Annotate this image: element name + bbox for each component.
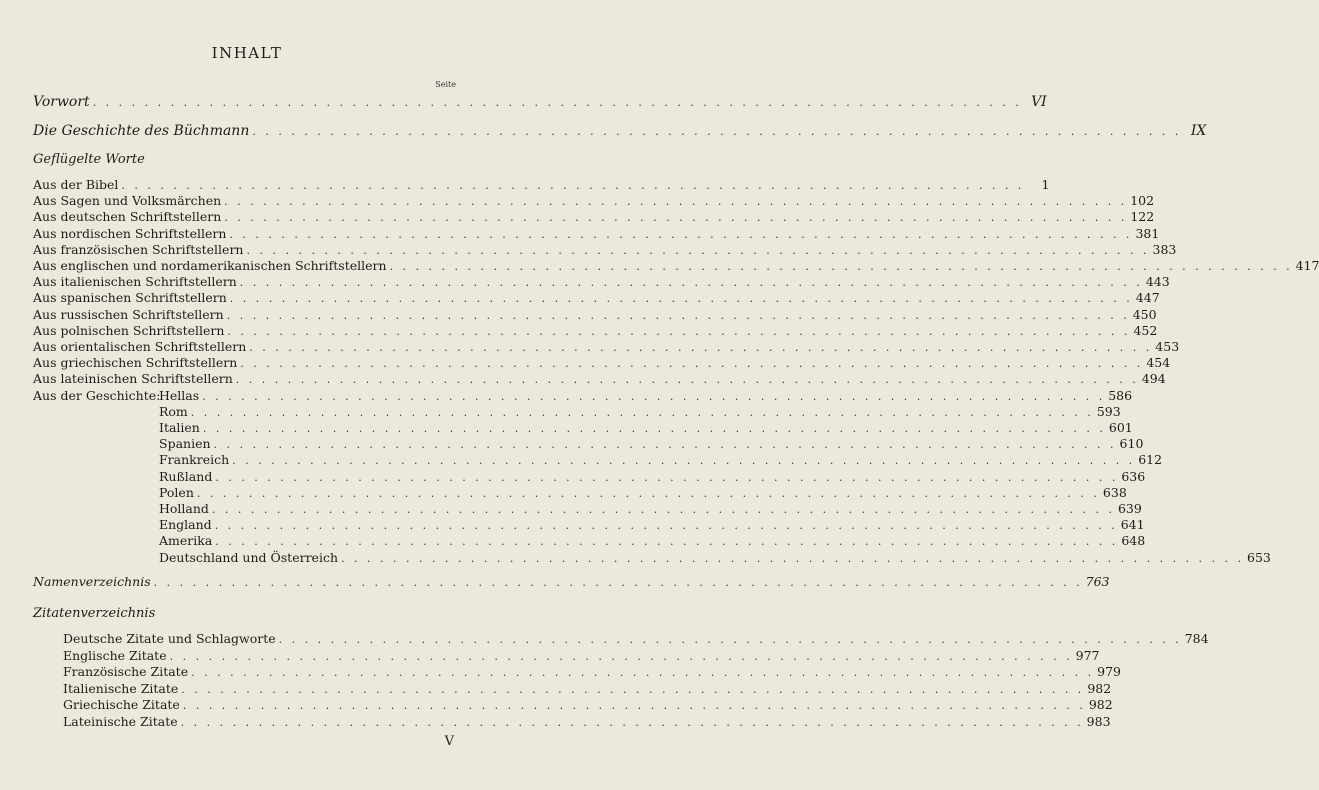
toc-entry-page: 450 — [1132, 306, 1157, 322]
toc-entry-page: 417 — [1295, 258, 1319, 273]
toc-entry-label: Aus Sagen und Volksmärchen — [33, 193, 222, 209]
toc-entry-page: VI — [1031, 94, 1047, 110]
toc-entry[interactable] — [33, 274, 1170, 290]
toc-entry-page: 784 — [1184, 631, 1209, 646]
toc-entry-page: 641 — [1120, 517, 1145, 533]
toc-entry-label: Spanien — [159, 436, 211, 452]
toc-entry-page: 453 — [1155, 339, 1180, 354]
toc-entry[interactable] — [63, 680, 1112, 697]
toc-entry-page: 638 — [1102, 484, 1127, 500]
leader-dots: . . . . . . . . . . . . . . . . . . . . . . . . . . . . . . . . . . . . . . . . . . . . . . . . . . . . . . . . . . . . . . . . . . . . . . . . — [92, 96, 1022, 109]
toc-entry-label: Aus lateinischen Schriftstellern — [33, 371, 233, 387]
toc-entry-page: 1 — [1041, 177, 1050, 192]
leader-dots: . . . . . . . . . . . . . . . . . . . . . . . . . . . . . . . . . . . . . . . . . . . . . . . . . . . . . . . . . . . . . . . . . . . . . . — [226, 308, 1130, 322]
toc-entry-label: Aus deutschen Schriftstellern — [33, 209, 222, 225]
toc-entry-page: 494 — [1141, 371, 1166, 387]
toc-entry[interactable] — [63, 697, 1113, 713]
leader-dots: . . . . . . . . . . . . . . . . . . . . . . . . . . . . . . . . . . . . . . . . . . . . . . . . . . . . . . . . . . . . . . . . . . . . . . — [191, 666, 1095, 680]
section-heading-gefluegelte-worte: Geflügelte Worte — [33, 152, 145, 167]
leader-dots: . . . . . . . . . . . . . . . . . . . . . . . . . . . . . . . . . . . . . . . . . . . . . . . . . . . . . . . . . . . . . . . . . . . . . . — [229, 292, 1133, 306]
toc-entry[interactable] — [33, 225, 1160, 242]
toc-entry-page: IX — [1190, 123, 1207, 139]
section-heading-zitatenverzeichnis: Zitatenverzeichnis — [33, 606, 156, 621]
toc-entry-page: 447 — [1135, 290, 1160, 306]
toc-entry[interactable] — [33, 193, 1155, 209]
leader-dots: . . . . . . . . . . . . . . . . . . . . . . . . . . . . . . . . . . . . . . . . . . . . . . . . . . . . . . . . . . . . . . . . . . . . . . — [389, 260, 1293, 273]
toc-entry-label: Aus englischen und nordamerikanischen Schriftstellern — [33, 258, 387, 273]
toc-entry-page: 610 — [1119, 436, 1144, 452]
toc-entry-label: Polen — [159, 484, 194, 500]
toc-subentry[interactable] — [159, 517, 1145, 533]
toc-entry-label: Deutschland und Österreich — [159, 549, 338, 565]
leader-dots: . . . . . . . . . . . . . . . . . . . . . . . . . . . . . . . . . . . . . . . . . . . . . . . . . . . . . . . . . . . . . . . . . . . . . . — [202, 422, 1106, 435]
leader-dots: . . . . . . . . . . . . . . . . . . . . . . . . . . . . . . . . . . . . . . . . . . . . . . . . . . . . . . . . . . . . . . . . . . . . . . — [202, 389, 1106, 403]
toc-entry-label: Lateinische Zitate — [63, 714, 178, 729]
toc-subentry[interactable] — [159, 533, 1146, 549]
toc-subentry[interactable] — [159, 420, 1133, 436]
toc-entry[interactable] — [33, 258, 1319, 274]
toc-entry-label: Frankreich — [159, 452, 230, 468]
toc-entry-prefix: Aus der Geschichte: — [33, 387, 161, 403]
toc-entry-page: 586 — [1108, 387, 1133, 403]
toc-entry-page: 443 — [1145, 274, 1170, 290]
toc-entry-label: Aus russischen Schriftstellern — [33, 306, 224, 322]
toc-entry-page: 452 — [1133, 322, 1158, 338]
toc-entry-label: Französische Zitate — [63, 664, 189, 680]
toc-entry-page: 122 — [1130, 209, 1155, 225]
leader-dots: . . . . . . . . . . . . . . . . . . . . . . . . . . . . . . . . . . . . . . . . . . . . . . . . . . . . . . . . . . . . . . . . . . . . . . — [227, 324, 1131, 338]
leader-dots: . . . . . . . . . . . . . . . . . . . . . . . . . . . . . . . . . . . . . . . . . . . . . . . . . . . . . . . . . . . . . . . . . . . . . . — [246, 243, 1150, 257]
leader-dots: . . . . . . . . . . . . . . . . . . . . . . . . . . . . . . . . . . . . . . . . . . . . . . . . . . . . . . . . . . . . . . . . . . . . . . — [181, 682, 1085, 696]
leader-dots: . . . . . . . . . . . . . . . . . . . . . . . . . . . . . . . . . . . . . . . . . . . . . . . . . . . . . . . . . . . . . . . . . . . . . . — [215, 470, 1119, 484]
toc-entry-page: 982 — [1088, 697, 1113, 713]
leader-dots: . . . . . . . . . . . . . . . . . . . . . . . . . . . . . . . . . . . . . . . . . . . . . . . . . . . . . . . . . . . . . . . . . . . . . . — [224, 195, 1128, 209]
toc-entry[interactable] — [33, 177, 1050, 193]
toc-entry[interactable] — [33, 387, 1133, 404]
toc-entry-page: 612 — [1138, 452, 1163, 468]
page-number: V — [444, 734, 454, 749]
toc-entry-page: 982 — [1087, 680, 1112, 696]
toc-entry[interactable] — [63, 714, 1111, 730]
leader-dots: . . . . . . . . . . . . . . . . . . . . . . . . . . . . . . . . . . . . . . . . . . . . . . . . . . . . . . . . . . . . . . . . . . . . . . — [121, 179, 1025, 192]
page-column-header: Seite — [435, 80, 456, 89]
toc-entry-page: 977 — [1075, 647, 1100, 663]
leader-dots: . . . . . . . . . . . . . . . . . . . . . . . . . . . . . . . . . . . . . . . . . . . . . . . . . . . . . . . . . . . . . . . . . . . . . . — [235, 373, 1139, 387]
toc-subentry[interactable] — [159, 501, 1142, 517]
toc-entry[interactable] — [63, 647, 1100, 664]
toc-entry-label: Aus nordischen Schriftstellern — [33, 225, 227, 241]
toc-entry-vorwort[interactable] — [33, 94, 1047, 110]
toc-entry-label: Italien — [159, 420, 200, 435]
toc-entry-label: Griechische Zitate — [63, 697, 180, 713]
toc-entry-page: 601 — [1108, 420, 1133, 435]
toc-entry-label: Deutsche Zitate und Schlagworte — [63, 631, 276, 646]
toc-entry-label: Amerika — [159, 533, 213, 549]
toc-entry-page: 979 — [1097, 664, 1121, 680]
page-title: INHALT — [211, 44, 283, 62]
toc-entry-label: Aus der Bibel — [33, 177, 119, 192]
leader-dots: . . . . . . . . . . . . . . . . . . . . . . . . . . . . . . . . . . . . . . . . . . . . . . . . . . . . . . . . . . . . . . . . . . . . . . — [240, 357, 1144, 371]
toc-entry-label: Rom — [159, 403, 188, 419]
toc-entry-label: Aus griechischen Schriftstellern — [33, 355, 238, 371]
toc-entry[interactable] — [33, 371, 1166, 387]
toc-entry-page: 648 — [1121, 533, 1146, 549]
toc-entry[interactable] — [33, 339, 1180, 355]
toc-entry-label: Namenverzeichnis — [33, 574, 151, 589]
toc-entry-label: Vorwort — [33, 94, 90, 110]
toc-entry[interactable] — [33, 209, 1155, 225]
toc-entry-label: Rußland — [159, 468, 213, 484]
leader-dots: . . . . . . . . . . . . . . . . . . . . . . . . . . . . . . . . . . . . . . . . . . . . . . . . . . . . . . . . . . . . . . . . . . . . . . — [278, 633, 1182, 646]
toc-entry-label: England — [159, 517, 212, 533]
toc-subentry[interactable] — [159, 403, 1121, 420]
toc-entry-label: Aus polnischen Schriftstellern — [33, 322, 225, 338]
toc-entry-label: Hellas — [159, 387, 200, 403]
toc-entry[interactable] — [63, 664, 1121, 680]
toc-entry[interactable] — [33, 290, 1160, 306]
toc-entry-geschichte-buechmann[interactable] — [33, 123, 1207, 139]
leader-dots: . . . . . . . . . . . . . . . . . . . . . . . . . . . . . . . . . . . . . . . . . . . . . . . . . . . . . . . . . . . . . . . . . . . . . . — [190, 405, 1094, 419]
leader-dots: . . . . . . . . . . . . . . . . . . . . . . . . . . . . . . . . . . . . . . . . . . . . . . . . . . . . . . . . . . . . . . . . . . . . . . — [224, 211, 1128, 225]
toc-entry-page: 381 — [1135, 225, 1160, 241]
toc-entry-label: Italienische Zitate — [63, 680, 179, 696]
toc-entry-page: 454 — [1146, 355, 1171, 371]
toc-entry-label: Aus orientalischen Schriftstellern — [33, 339, 247, 354]
toc-entry[interactable] — [33, 306, 1157, 323]
toc-entry-label: Holland — [159, 501, 209, 516]
toc-entry-label: Englische Zitate — [63, 647, 167, 663]
toc-entry-namenverzeichnis[interactable] — [33, 574, 1110, 590]
leader-dots: . . . . . . . . . . . . . . . . . . . . . . . . . . . . . . . . . . . . . . . . . . . . . . . . . . . . . . . . . . . . . . . . . . . . . . — [196, 486, 1100, 500]
toc-entry-page: 636 — [1121, 468, 1146, 484]
leader-dots: . . . . . . . . . . . . . . . . . . . . . . . . . . . . . . . . . . . . . . . . . . . . . . . . . . . . . . . . . . . . . . . . . . . . . . — [169, 649, 1073, 663]
toc-subentry[interactable] — [159, 452, 1163, 468]
leader-dots: . . . . . . . . . . . . . . . . . . . . . . . . . . . . . . . . . . . . . . . . . . . . . . . . . . . . . . . . . . . . . . . . . . . . . . — [211, 503, 1115, 516]
leader-dots: . . . . . . . . . . . . . . . . . . . . . . . . . . . . . . . . . . . . . . . . . . . . . . . . . . . . . . . . . . . . . . . . . . . . . . — [229, 227, 1133, 241]
toc-entry-page: 639 — [1117, 501, 1142, 516]
leader-dots: . . . . . . . . . . . . . . . . . . . . . . . . . . . . . . . . . . . . . . . . . . . . . . . . . . . . . . . . . . . . . . . . . . . . . . . . — [252, 125, 1182, 138]
leader-dots: . . . . . . . . . . . . . . . . . . . . . . . . . . . . . . . . . . . . . . . . . . . . . . . . . . . . . . . . . . . . . . . . . . . . . . — [232, 454, 1136, 468]
leader-dots: . . . . . . . . . . . . . . . . . . . . . . . . . . . . . . . . . . . . . . . . . . . . . . . . . . . . . . . . . . . . . . . . . . . . . . — [341, 551, 1245, 565]
toc-entry-page: 983 — [1086, 714, 1111, 729]
toc-subentry[interactable] — [159, 549, 1271, 566]
toc-entry-page: 383 — [1152, 241, 1177, 257]
toc-entry[interactable] — [33, 355, 1171, 371]
leader-dots: . . . . . . . . . . . . . . . . . . . . . . . . . . . . . . . . . . . . . . . . . . . . . . . . . . . . . . . . . . . . . . . . . . . . . . — [182, 699, 1086, 713]
toc-entry-label: Aus spanischen Schriftstellern — [33, 290, 227, 306]
toc-subentry[interactable] — [159, 468, 1146, 485]
toc-entry-page: 763 — [1085, 574, 1110, 589]
leader-dots: . . . . . . . . . . . . . . . . . . . . . . . . . . . . . . . . . . . . . . . . . . . . . . . . . . . . . . . . . . . . . . . . . . . . . . — [239, 276, 1143, 290]
toc-subentry[interactable] — [159, 436, 1144, 452]
leader-dots: . . . . . . . . . . . . . . . . . . . . . . . . . . . . . . . . . . . . . . . . . . . . . . . . . . . . . . . . . . . . . . . . . . . . . . — [215, 535, 1119, 549]
leader-dots: . . . . . . . . . . . . . . . . . . . . . . . . . . . . . . . . . . . . . . . . . . . . . . . . . . . . . . . . . . . . . . . . . . . . . . — [249, 341, 1153, 354]
leader-dots: . . . . . . . . . . . . . . . . . . . . . . . . . . . . . . . . . . . . . . . . . . . . . . . . . . . . . . . . . . . . . . . . . . . . . . — [214, 519, 1118, 533]
toc-subentry[interactable] — [159, 484, 1127, 501]
leader-dots: . . . . . . . . . . . . . . . . . . . . . . . . . . . . . . . . . . . . . . . . . . . . . . . . . . . . . . . . . . . . . . . . . . . . . . . . — [153, 576, 1083, 589]
toc-entry[interactable] — [33, 241, 1177, 258]
leader-dots: . . . . . . . . . . . . . . . . . . . . . . . . . . . . . . . . . . . . . . . . . . . . . . . . . . . . . . . . . . . . . . . . . . . . . . — [180, 716, 1084, 729]
toc-entry[interactable] — [63, 631, 1209, 647]
toc-entry-label: Aus französischen Schriftstellern — [33, 241, 244, 257]
toc-entry-page: 653 — [1247, 549, 1271, 565]
toc-entry-label: Die Geschichte des Büchmann — [33, 123, 250, 139]
toc-entry-page: 593 — [1096, 403, 1121, 419]
toc-entry-label: Aus italienischen Schriftstellern — [33, 274, 237, 290]
leader-dots: . . . . . . . . . . . . . . . . . . . . . . . . . . . . . . . . . . . . . . . . . . . . . . . . . . . . . . . . . . . . . . . . . . . . . . — [213, 438, 1117, 452]
toc-entry-page: 102 — [1130, 193, 1155, 209]
toc-entry[interactable] — [33, 322, 1158, 339]
